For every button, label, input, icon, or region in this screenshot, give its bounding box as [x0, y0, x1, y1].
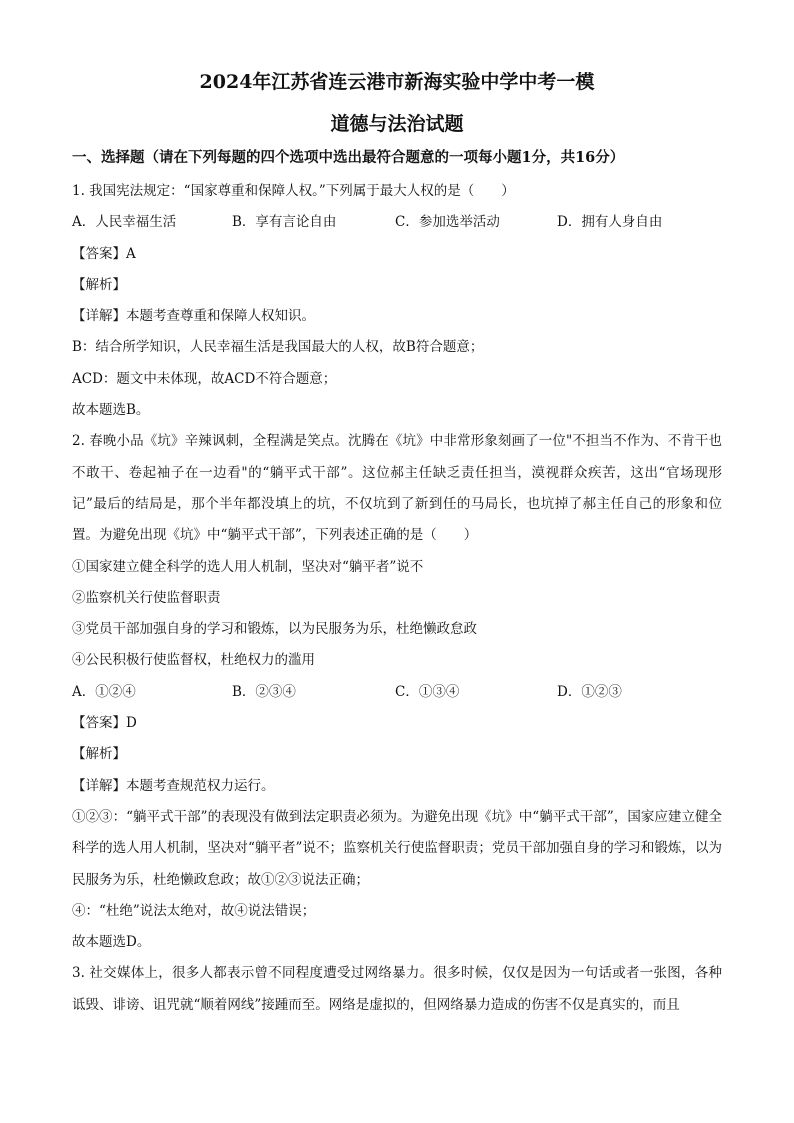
- section-heading: 一、选择题（请在下列每题的四个选项中选出最符合题意的一项每小题1分，共16分）: [72, 149, 625, 166]
- question-stem: 1. 我国宪法规定：“国家尊重和保障人权。”下列属于最大人权的是（ ）: [72, 183, 515, 199]
- option-row: [72, 207, 722, 238]
- detail-line: ACD：题文中未体现，故ACD不符合题意；: [72, 370, 337, 387]
- option-row: [72, 677, 722, 708]
- document-title: 2024年江苏省连云港市新海实验中学中考一模: [199, 71, 595, 93]
- detail-line: 故本题选B。: [72, 402, 150, 419]
- answer-line: 【答案】A: [72, 245, 136, 262]
- statement-item: ①国家建立健全科学的选人用人机制，坚决对“躺平者”说不: [72, 558, 424, 575]
- analysis-label: 【解析】: [72, 276, 126, 293]
- statement-item: ②监察机关行使监督职责: [72, 589, 221, 606]
- option-b: B．享有言论自由: [232, 214, 337, 231]
- question-stem: 3. 社交媒体上，很多人都表示曾不同程度遭受过网络暴力。很多时候，仅仅是因为一句话或者一张图，各种诋毁、诽谤、诅咒就“顺着网线”接踵而至。网络是虚拟的，但网络暴力造成的伤害不仅是真实的，而且: [72, 965, 722, 1013]
- option-c: C．参加选举活动: [395, 214, 500, 231]
- option-c: C．①③④: [395, 683, 460, 700]
- detail-line: 【详解】本题考查尊重和保障人权知识。: [72, 308, 315, 325]
- document-subtitle: 道德与法治试题: [330, 113, 464, 135]
- question-1: [72, 176, 722, 426]
- analysis-label: 【解析】: [72, 746, 126, 763]
- answer-line: 【答案】D: [72, 715, 137, 732]
- option-a: A．人民幸福生活: [72, 214, 177, 231]
- option-d: D．拥有人身自由: [557, 214, 663, 231]
- detail-line: B：结合所学知识，人民幸福生活是我国最大的人权，故B符合题意；: [72, 339, 484, 356]
- detail-paragraph: ①②③：“躺平式干部”的表现没有做到法定职责必须为。为避免出现《坑》中“躺平式干部”，国家应建立健全科学的选人用人机制，坚决对“躺平者”说不；监察机关行使监督职责；党员干部加强自身的学习和锻炼，以为民服务为乐，杜绝懒政怠政；故①②③说法正确；: [72, 808, 722, 888]
- detail-line: 【详解】本题考查规范权力运行。: [72, 777, 275, 794]
- detail-line: ④：“杜绝”说法太绝对，故④说法错误；: [72, 902, 316, 919]
- option-d: D．①②③: [557, 683, 622, 700]
- option-b: B．②③④: [232, 683, 296, 700]
- detail-line: 故本题选D。: [72, 934, 151, 951]
- question-2: [72, 426, 722, 958]
- statement-item: ④公民积极行使监督权，杜绝权力的滥用: [72, 652, 315, 669]
- statement-item: ③党员干部加强自身的学习和锻炼，以为民服务为乐，杜绝懒政怠政: [72, 621, 477, 638]
- question-stem: 2. 春晚小品《坑》辛辣讽刺，全程满是笑点。沈腾在《坑》中非常形象刻画了一位"不担当不作为、不肯干也不敢干、卷起袖子在一边看"的“躺平式干部”。这位郝主任缺乏责任担当，漠视群众疾苦，这出“官场现形记”最后的结局是，那个半年都没填上的坑，不仅坑到了新到任的马局长，也坑掉了郝主任自己的形象和位置。为避免出现《坑》中“躺平式干部”，下列表述正确的是（ ）: [72, 433, 722, 544]
- option-a: A．①②④: [72, 683, 136, 700]
- question-3: [72, 958, 722, 1021]
